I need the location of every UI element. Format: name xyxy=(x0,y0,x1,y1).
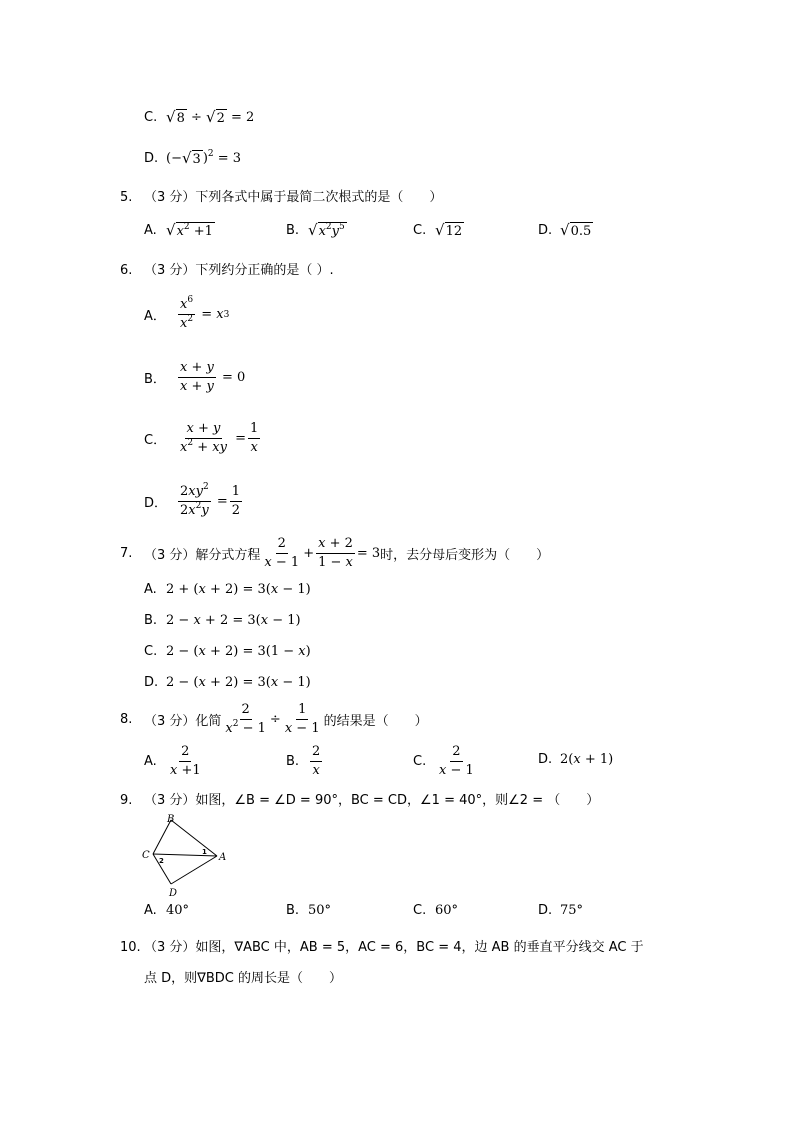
question-number: 10. xyxy=(120,940,141,955)
q9-geometry-figure xyxy=(140,812,235,900)
q7-option-c xyxy=(144,644,311,659)
option-label: C. xyxy=(413,903,427,918)
q9-option-a-text: 40° xyxy=(166,903,190,918)
q6-option-a-math: $\frac{x^6}{x^2}$ = x 3 xyxy=(180,295,230,331)
option-label: D. xyxy=(144,151,159,166)
q5-option-d-math: √ 0.5 xyxy=(560,221,592,239)
label-angle-1: 1 xyxy=(202,848,207,856)
q8-option-b xyxy=(286,744,324,779)
question-number: 5. xyxy=(120,190,133,205)
option-label: B. xyxy=(144,613,158,628)
q6-option-d xyxy=(144,484,244,519)
question-number: 7. xyxy=(120,546,133,561)
option-label: C. xyxy=(144,110,158,125)
q9-stem-row xyxy=(120,789,599,808)
q9-option-a xyxy=(144,903,189,918)
q8-stem-row xyxy=(120,702,428,737)
q7-option-a-math: 2 + (x + 2) = 3(x − 1) xyxy=(166,582,311,597)
q6-stem-row xyxy=(120,259,334,278)
label-angle-2: 2 xyxy=(159,857,164,865)
q4-option-d-math: (− √ 3 )$^2$ = 3 xyxy=(166,149,242,167)
q5-option-c xyxy=(413,221,464,240)
question-stem-before: （3 分）解分式方程 xyxy=(144,548,261,563)
question-stem-before: （3 分）化简 xyxy=(144,714,222,729)
q9-option-d xyxy=(538,903,583,918)
q6-option-c xyxy=(144,421,262,456)
question-stem: （3 分）下列各式中属于最简二次根式的是（ ） xyxy=(144,190,443,205)
q5-stem-row xyxy=(120,186,442,205)
q9-option-c xyxy=(413,903,458,918)
q8-option-a-math: $\frac{2}{x +1}$ xyxy=(170,744,201,778)
option-label: B. xyxy=(286,223,300,238)
option-label: D. xyxy=(144,675,159,690)
q6-option-c-math: $\frac{x + y}{x^2 + xy}$ = $\frac{1}{x}$ xyxy=(180,421,259,455)
question-stem-after: 的结果是（ ） xyxy=(323,714,428,729)
option-label: A. xyxy=(144,903,157,918)
option-label: D． xyxy=(144,496,168,511)
q9-option-d-text: 75° xyxy=(560,903,584,918)
q8-option-c-math: $\frac{2}{x - 1}$ xyxy=(439,744,474,778)
option-label: C. xyxy=(413,223,427,238)
option-label: D. xyxy=(538,223,553,238)
q8-option-d xyxy=(538,752,613,767)
option-label: C. xyxy=(144,644,158,659)
q10-stem-line1 xyxy=(120,936,644,955)
q8-option-a xyxy=(144,744,205,779)
label-d: D xyxy=(169,888,178,899)
q7-option-b xyxy=(144,613,301,628)
q10-stem-line2: 点 D，则∇BDC 的周长是（ ） xyxy=(144,971,342,986)
q5-option-c-math: √ 12 xyxy=(435,221,463,239)
q7-option-c-math: 2 − (x + 2) = 3(1 − x) xyxy=(166,644,311,659)
q5-option-b-math: √ $x^2y^5$ xyxy=(308,221,345,239)
q7-option-b-math: 2 − x + 2 = 3(x − 1) xyxy=(166,613,301,628)
q5-option-b xyxy=(286,221,347,240)
question-number: 6. xyxy=(120,263,133,278)
q8-option-c xyxy=(413,744,478,779)
option-label: D. xyxy=(538,903,553,918)
option-label: D. xyxy=(538,752,553,767)
option-label: B. xyxy=(286,754,300,769)
label-c: C xyxy=(142,850,150,861)
q5-option-a-math: √ $x^2 +1$ xyxy=(166,221,213,239)
option-label: B. xyxy=(286,903,300,918)
option-label: A. xyxy=(144,582,157,597)
option-label: A. xyxy=(144,223,157,238)
q8-option-b-math: $\frac{2}{x}$ xyxy=(312,744,321,778)
option-label: A． xyxy=(144,309,166,324)
label-b: B xyxy=(167,814,175,825)
option-label: B． xyxy=(144,372,166,387)
q9-option-c-text: 60° xyxy=(435,903,459,918)
q5-option-a xyxy=(144,221,215,240)
q8-expression: $\frac{2}{x^2 - 1}$ ÷ $\frac{1}{x - 1}$ xyxy=(225,702,320,736)
question-number: 9. xyxy=(120,793,133,808)
q7-option-d xyxy=(144,675,311,690)
segment-bc xyxy=(153,820,171,854)
q7-equation: $\frac{2}{x - 1}$ + $\frac{x + 2}{1 - x}$ = 3 xyxy=(264,536,381,570)
q6-option-d-math: $\frac{2xy^2}{2x^2y}$ = $\frac{1}{2}$ xyxy=(180,482,241,518)
q6-option-b-math: $\frac{x + y}{x + y}$ = 0 xyxy=(180,360,246,394)
q7-option-a xyxy=(144,582,311,597)
question-stem: （3 分）如图，∇ABC 中，AB = 5，AC = 6，BC = 4，边 AB 的垂直平分线交 AC 于 xyxy=(144,940,644,955)
segment-ba xyxy=(171,820,217,856)
label-a: A xyxy=(219,852,227,863)
question-number: 8. xyxy=(120,712,133,727)
question-stem: （3 分）下列约分正确的是（ ）. xyxy=(144,263,334,278)
q7-option-d-math: 2 − (x + 2) = 3(x − 1) xyxy=(166,675,311,690)
question-stem-after: 时，去分母后变形为（ ） xyxy=(380,548,550,563)
q5-option-d xyxy=(538,221,593,240)
option-label: A. xyxy=(144,754,157,769)
option-label: C. xyxy=(413,754,427,769)
q9-option-b-text: 50° xyxy=(308,903,332,918)
q4-option-d xyxy=(144,149,241,168)
segment-da xyxy=(171,856,217,884)
q6-option-b xyxy=(144,360,245,395)
q4-option-c xyxy=(144,108,254,127)
option-label: C． xyxy=(144,433,167,448)
q9-option-b xyxy=(286,903,331,918)
q8-option-d-math: 2(x + 1) xyxy=(560,752,614,767)
q4-option-c-math: √ 8 ÷ √ 2 = 2 xyxy=(166,108,255,126)
segment-ca xyxy=(153,854,217,856)
q7-stem-row xyxy=(120,536,549,571)
question-stem: （3 分）如图，∠B = ∠D = 90°，BC = CD，∠1 = 40°，则∠2 = （ ） xyxy=(144,793,600,808)
q6-option-a xyxy=(144,297,229,332)
